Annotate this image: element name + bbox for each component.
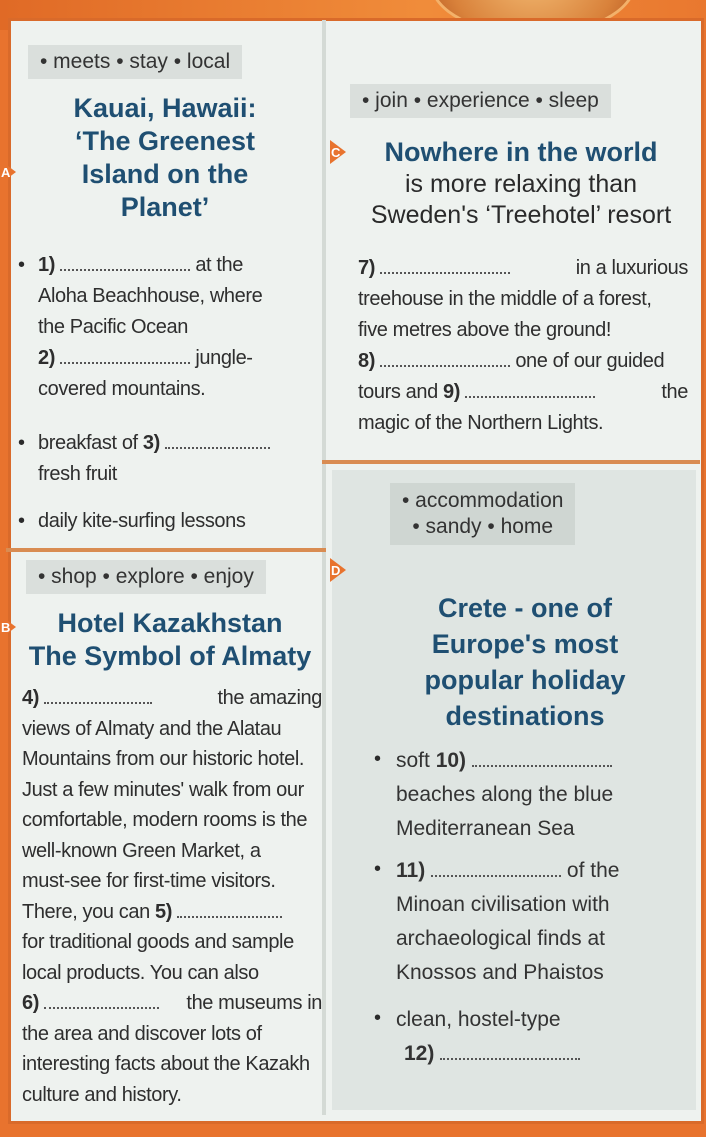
section-b-title-line2: The Symbol of Almaty xyxy=(28,641,312,671)
section-d-marker-label: D xyxy=(331,563,341,578)
section-d-item2 xyxy=(396,854,686,990)
section-b-line9: for traditional goods and sample xyxy=(22,931,294,953)
answer-blank-9[interactable] xyxy=(465,382,595,398)
section-c-paragraph xyxy=(358,253,688,439)
section-d-item2-line3: archaeological finds at xyxy=(396,927,605,950)
answer-blank-3[interactable] xyxy=(165,433,270,449)
section-b-paragraph xyxy=(22,683,322,1110)
section-b-title-line1: Hotel Kazakhstan xyxy=(57,608,283,638)
section-a-item2-after: jungle- xyxy=(195,347,253,369)
section-b-line4: Just a few minutes' walk from our xyxy=(22,778,304,801)
section-d-title-line1: Crete - one of xyxy=(437,593,612,623)
section-b-line10: local products. You can also xyxy=(22,961,259,984)
section-a-item1-line3: the Pacific Ocean xyxy=(38,316,188,338)
section-a-list xyxy=(38,250,308,405)
section-a-title-line3: Island on the xyxy=(81,159,249,189)
blank-number-7: 7) xyxy=(358,257,375,279)
section-b-line12: the area and discover lots of xyxy=(22,1022,262,1045)
section-a-item1-line2: Aloha Beachhouse, where xyxy=(38,285,263,307)
section-b-line3: Mountains from our historic hotel. xyxy=(22,748,305,770)
bullet: • xyxy=(18,432,26,454)
blank-number-9: 9) xyxy=(442,381,460,403)
blank-number-2: 2) xyxy=(38,347,55,369)
answer-blank-11[interactable] xyxy=(431,861,561,877)
answer-blank-6[interactable] xyxy=(44,993,159,1009)
section-a-title-line1: Kauai, Hawaii: xyxy=(73,93,257,123)
section-b-line14: culture and history. xyxy=(22,1083,182,1106)
answer-blank-1[interactable] xyxy=(60,255,190,271)
section-b-title xyxy=(14,607,326,673)
section-a-title xyxy=(20,92,310,224)
section-c-line1-after: in a luxurious xyxy=(575,257,688,279)
blank-number-12: 12) xyxy=(404,1042,435,1065)
section-b-line5: comfortable, modern rooms is the xyxy=(22,809,308,831)
blank-number-1: 1) xyxy=(38,254,55,276)
section-b-marker-label: B xyxy=(1,620,11,635)
horizontal-divider-left xyxy=(6,548,326,552)
section-d-title-line4: destinations xyxy=(445,701,605,731)
answer-blank-8[interactable] xyxy=(380,351,510,367)
section-a-word-box: • meets • stay • local xyxy=(28,45,242,79)
section-d-item2-line4: Knossos and Phaistos xyxy=(396,961,604,984)
blank-number-4: 4) xyxy=(22,687,39,709)
blank-number-5: 5) xyxy=(154,900,172,923)
section-c-word-box: • join • experience • sleep xyxy=(350,84,611,118)
bullet: • xyxy=(374,1007,382,1029)
section-b-word-box: • shop • explore • enjoy xyxy=(26,560,266,594)
blank-number-8: 8) xyxy=(358,350,375,372)
blank-number-11: 11) xyxy=(396,859,426,882)
blank-number-3: 3) xyxy=(142,432,160,454)
section-c-marker-label: C xyxy=(331,145,341,160)
section-d-item2-after: of the xyxy=(566,859,620,882)
section-a-item3-line2: fresh fruit xyxy=(38,463,117,485)
section-d-words-line2: • sandy • home xyxy=(412,515,554,538)
section-b-line8-before: There, you can xyxy=(22,900,150,923)
section-b-line2: views of Almaty and the Alatau xyxy=(22,717,282,740)
section-a-title-line4: Planet’ xyxy=(120,192,210,222)
answer-blank-5[interactable] xyxy=(177,902,282,918)
answer-blank-12[interactable] xyxy=(440,1044,580,1060)
section-d-item3-line1: clean, hostel-type xyxy=(396,1008,561,1031)
answer-blank-7[interactable] xyxy=(380,258,510,274)
section-b-line13: interesting facts about the Kazakh xyxy=(22,1053,310,1075)
section-c-title-line1: Nowhere in the world xyxy=(384,137,658,167)
section-c-line6: magic of the Northern Lights. xyxy=(358,412,604,434)
answer-blank-2[interactable] xyxy=(60,348,190,364)
section-a-item3-before: breakfast of xyxy=(38,432,138,454)
section-d-item1-line2: beaches along the blue xyxy=(396,783,614,806)
blank-number-10: 10) xyxy=(435,749,467,772)
section-d-word-box xyxy=(390,483,575,545)
bullet: • xyxy=(18,510,26,532)
section-a-item1-after: at the xyxy=(195,254,243,276)
section-d-item2-line2: Minoan civilisation with xyxy=(396,893,610,916)
section-d-item1 xyxy=(396,744,686,846)
section-c-line4-after: one of our guided xyxy=(515,350,665,372)
section-d-title xyxy=(360,590,690,734)
section-a-item4: daily kite-surfing lessons xyxy=(38,510,246,532)
section-a-item2-line2: covered mountains. xyxy=(38,378,206,400)
section-c-title-line2: is more relaxing than xyxy=(404,170,638,198)
section-b-line7: must-see for first-time visitors. xyxy=(22,870,276,892)
section-c-title-line3: Sweden's ‘Treehotel’ resort xyxy=(370,201,672,229)
section-d-title-line3: popular holiday xyxy=(424,665,626,695)
bullet: • xyxy=(18,254,26,276)
section-c-title xyxy=(356,136,686,231)
blank-number-6: 6) xyxy=(22,992,39,1014)
vertical-divider xyxy=(322,20,326,1115)
section-b-line1-after: the amazing xyxy=(217,687,322,709)
answer-blank-4[interactable] xyxy=(44,688,152,704)
section-b-line11-after: the museums in xyxy=(186,992,322,1014)
section-a-title-line2: ‘The Greenest xyxy=(74,126,256,156)
section-d-item3 xyxy=(396,1003,686,1071)
section-b-line6: well-known Green Market, a xyxy=(22,839,261,862)
section-a-marker-label: A xyxy=(1,165,11,180)
bullet: • xyxy=(374,748,382,770)
section-d-words-line1: • accommodation xyxy=(402,489,564,512)
section-c-line3: five metres above the ground! xyxy=(358,319,611,341)
bullet: • xyxy=(374,858,382,880)
section-c-line5-after: the xyxy=(661,381,688,403)
section-a-item3 xyxy=(38,428,308,490)
section-d-title-line2: Europe's most xyxy=(431,629,619,659)
section-c-line5-before: tours and xyxy=(358,381,438,403)
answer-blank-10[interactable] xyxy=(472,751,612,767)
section-d-item1-line3: Mediterranean Sea xyxy=(396,817,575,840)
section-d-item1-before: soft xyxy=(396,749,430,772)
section-c-line2: treehouse in the middle of a forest, xyxy=(358,288,652,310)
horizontal-divider-right xyxy=(322,460,700,464)
